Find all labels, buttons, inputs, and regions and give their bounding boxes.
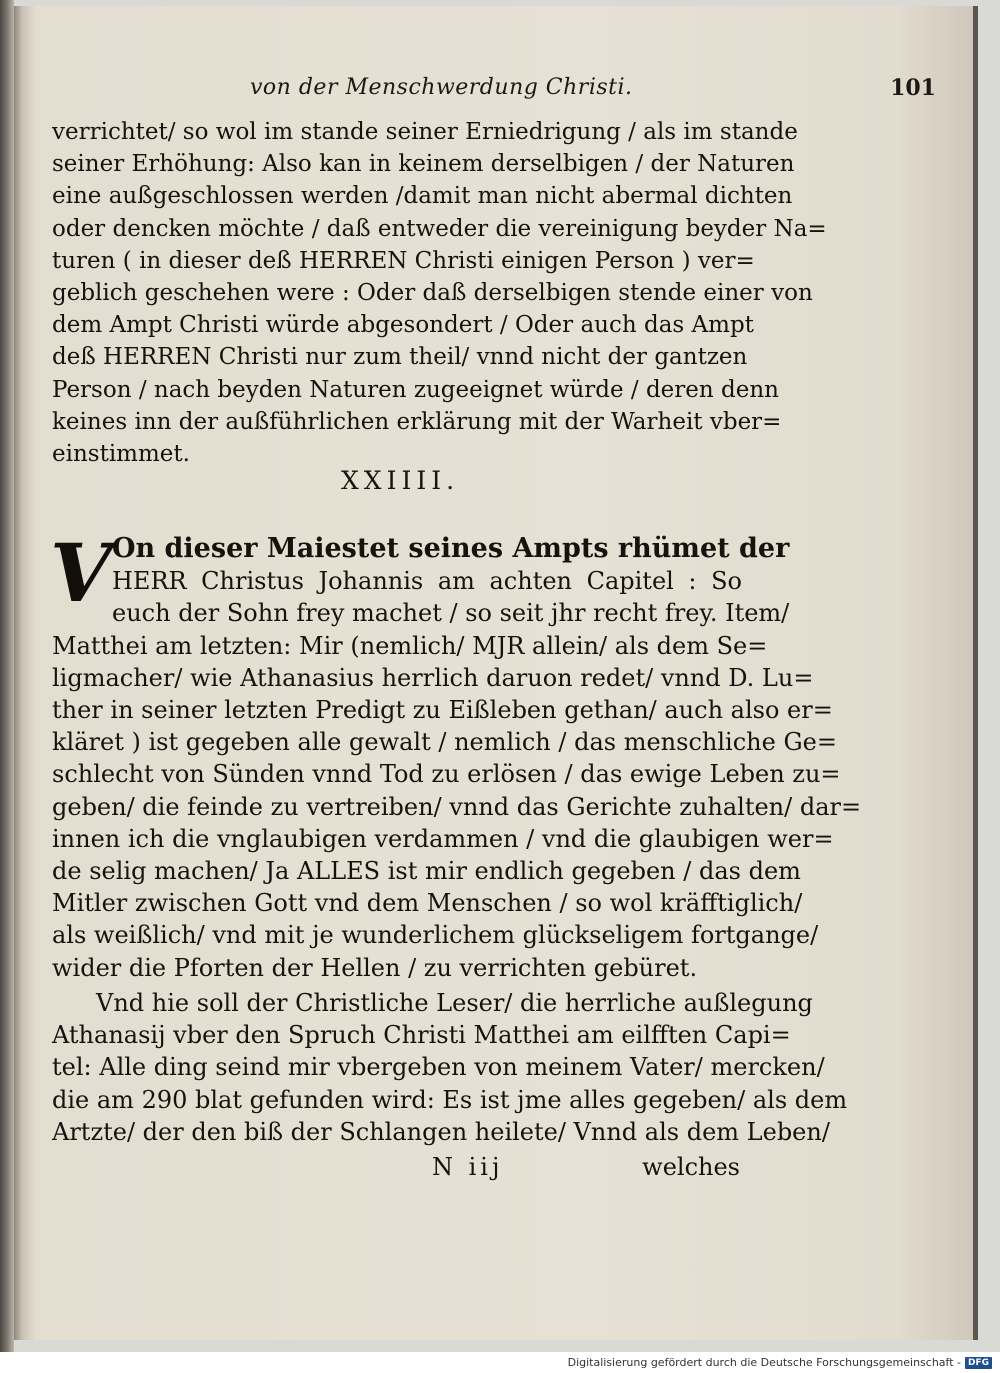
text-line: die am 290 blat gefunden wird: Es ist jme alles gegeben/ als dem: [52, 1085, 848, 1114]
text-line: als weißlich/ vnd mit je wunderlichem glückseligem fortgange/: [52, 921, 819, 950]
text-line: eine außgeschlossen werden /damit man nicht abermal dichten: [52, 183, 793, 210]
text-line: innen ich die vnglaubigen verdammen / vnd die glaubigen wer=: [52, 824, 834, 853]
text-line: turen ( in dieser deß HERREN Christi einigen Person ) ver=: [52, 247, 755, 274]
paragraph-continued: [52, 116, 827, 470]
text-line: verrichtet/ so wol im stande seiner Erniedrigung / als im stande: [52, 119, 798, 145]
text-line: HERR Christus Johannis am achten Capitel : So: [112, 567, 742, 596]
text-line: Vnd hie soll der Christliche Leser/ die herrliche außlegung: [96, 989, 813, 1017]
paragraph: [52, 987, 848, 1148]
text-line: Artzte/ der den biß der Schlangen heilete/ Vnnd als dem Leben/: [52, 1117, 830, 1146]
section-number: XXIIII.: [340, 466, 460, 495]
credit-text: Digitalisierung gefördert durch die Deutsche Forschungsgemeinschaft -: [567, 1356, 961, 1369]
signature-mark: N iij: [432, 1153, 504, 1181]
text-line: dem Ampt Christi würde abgesondert / Oder auch das Ampt: [52, 312, 754, 339]
text-line: de selig machen/ Ja ALLES ist mir endlich gegeben / das dem: [52, 857, 801, 886]
text-line: schlecht von Sünden vnnd Tod zu erlösen / das ewige Leben zu=: [52, 760, 841, 789]
catchword: welches: [642, 1153, 740, 1181]
text-line: Mitler zwischen Gott vnd dem Menschen / so wol kräfftiglich/: [52, 889, 803, 918]
digitization-credit: [568, 1353, 992, 1373]
page-number: 101: [890, 75, 936, 101]
text-line: tel: Alle ding seind mir vbergeben von meinem Vater/ mercken/: [52, 1053, 825, 1082]
page-footer: [52, 1153, 742, 1185]
text-line: keines inn der außführlichen erklärung mit der Warheit vber=: [52, 408, 782, 435]
text-line: euch der Sohn frey machet / so seit jhr recht frey. Item/: [112, 599, 790, 628]
text-line: On dieser Maiestet seines Ampts rhümet der: [112, 533, 790, 564]
running-head: von der Menschwerdung Christi.: [250, 75, 633, 100]
text-line: oder dencken möchte / daß entweder die vereinigung beyder Na=: [52, 215, 827, 242]
text-line: kläret ) ist gegeben alle gewalt / nemlich / das menschliche Ge=: [52, 728, 837, 757]
section-paragraph: [50, 526, 862, 984]
text-line: Person / nach beyden Naturen zugeeignet würde / deren denn: [52, 376, 779, 403]
text-line: seiner Erhöhung: Also kan in keinem derselbigen / der Naturen: [52, 151, 795, 178]
text-line: Matthei am letzten: Mir (nemlich/ MJR allein/ als dem Se=: [52, 631, 768, 660]
text-line: geblich geschehen were : Oder daß derselbigen stende einer von: [52, 280, 813, 307]
text-line: ligmacher/ wie Athanasius herrlich daruon redet/ vnnd D. Lu=: [52, 663, 814, 692]
text-line: ther in seiner letzten Predigt zu Eißleben gethan/ auch also er=: [52, 696, 833, 725]
page-header: [50, 75, 960, 105]
drop-cap-initial: V: [50, 526, 113, 620]
dfg-logo-icon[interactable]: DFG: [965, 1357, 992, 1369]
text-line: einstimmet.: [52, 441, 190, 468]
gutter-shadow: [0, 0, 14, 1352]
text-line: geben/ die feinde zu vertreiben/ vnnd das Gerichte zuhalten/ dar=: [52, 792, 862, 821]
text-line: Athanasij vber den Spruch Christi Matthei am eilfften Capi=: [52, 1021, 791, 1050]
text-line: deß HERREN Christi nur zum theil/ vnnd nicht der gantzen: [52, 344, 748, 371]
text-line: wider die Pforten der Hellen / zu verrichten gebüret.: [52, 953, 698, 982]
